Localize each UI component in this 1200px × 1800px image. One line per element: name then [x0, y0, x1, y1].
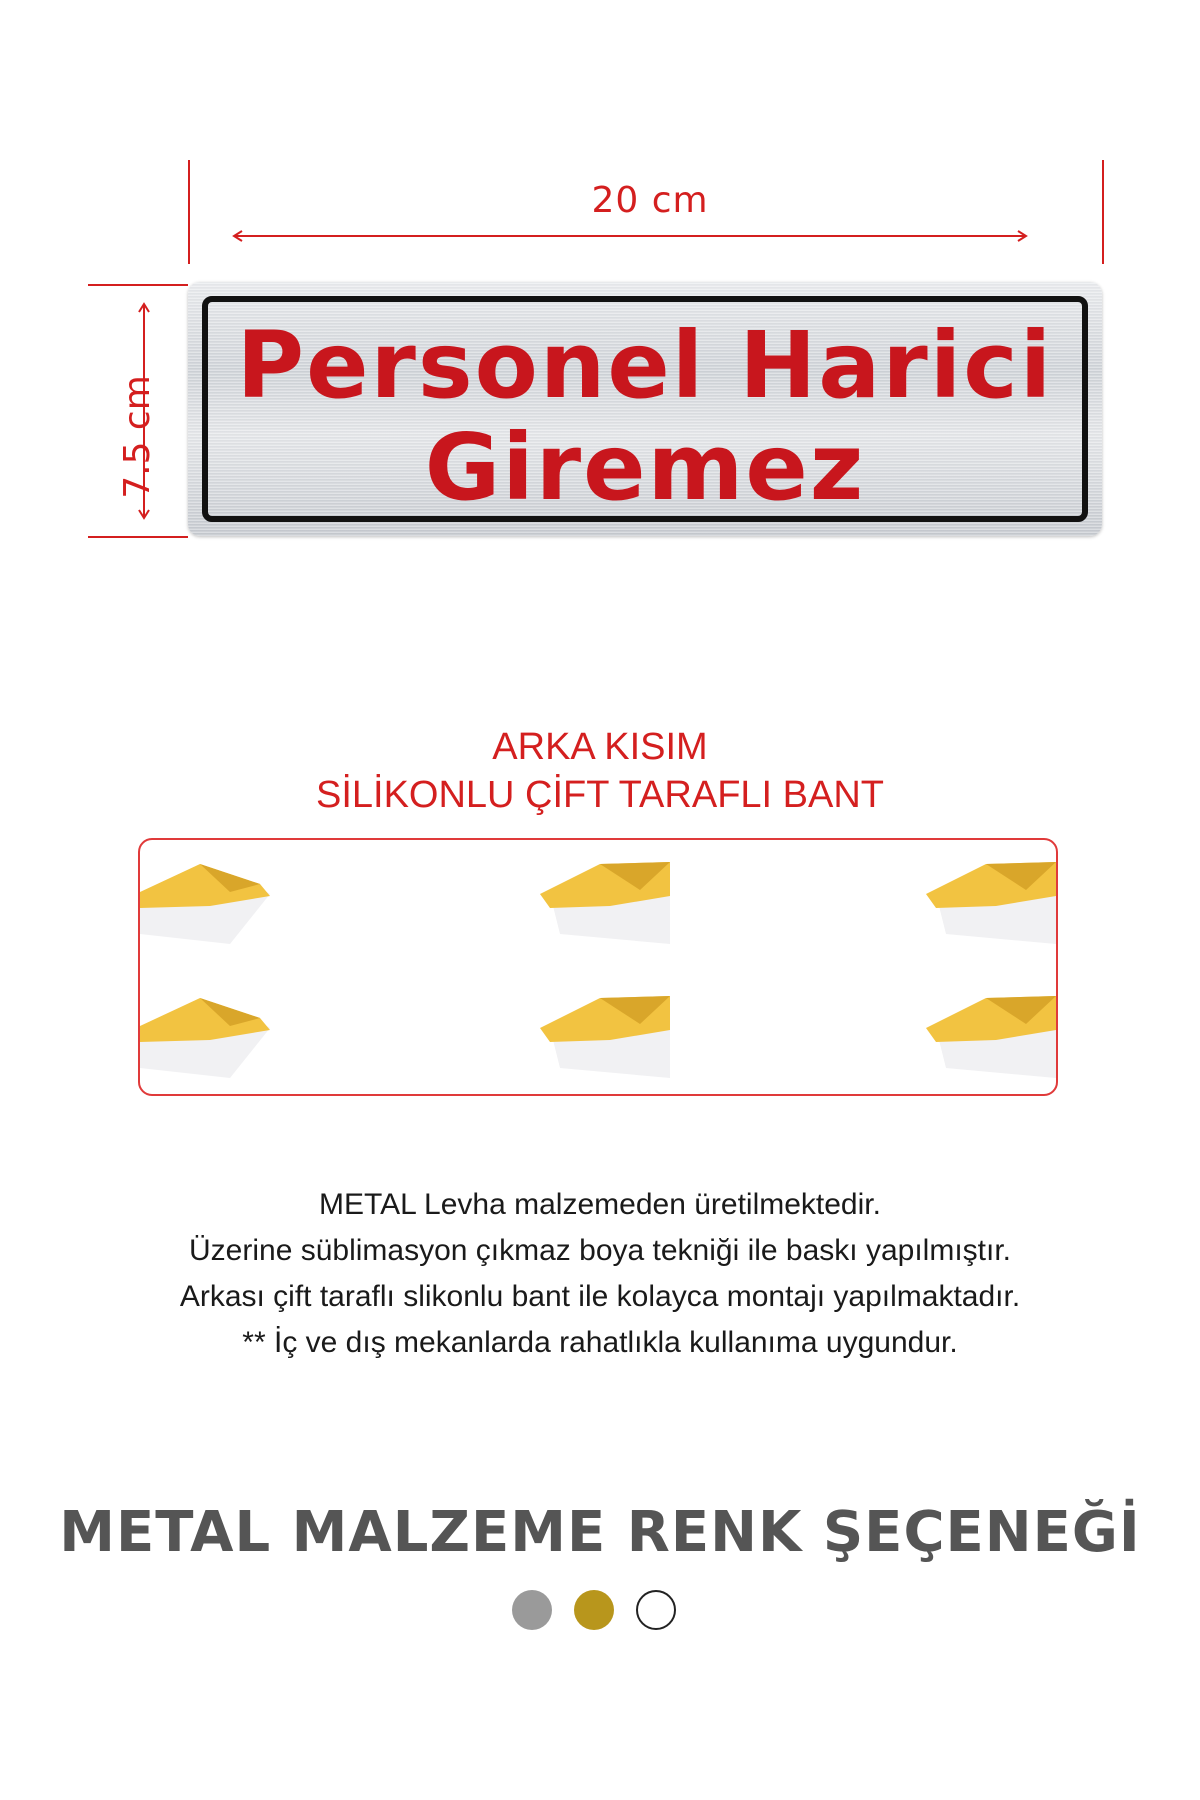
- width-dimension-label: 20 cm: [591, 180, 709, 221]
- color-options-title: METAL MALZEME RENK ŞEÇENEĞİ: [59, 1500, 1141, 1565]
- adhesive-tape-icon: [140, 988, 270, 1088]
- back-section-title: ARKA KISIM: [492, 726, 708, 768]
- dimension-guide-bottom: [88, 536, 188, 538]
- description-line: METAL Levha malzemeden üretilmektedir.: [319, 1188, 881, 1221]
- color-swatch-white[interactable]: [636, 1590, 676, 1630]
- dimension-guide-right: [1102, 160, 1104, 264]
- adhesive-tape-icon: [540, 854, 670, 954]
- width-dimension-arrow: [230, 228, 1030, 244]
- sign-text-line2: Giremez: [424, 414, 866, 521]
- dimension-guide-top: [88, 284, 188, 286]
- sign-text-line1: Personel Harici: [236, 312, 1054, 419]
- metal-sign-plate: [188, 282, 1102, 536]
- back-section-subtitle: SİLİKONLU ÇİFT TARAFLI BANT: [315, 774, 884, 816]
- height-dimension-label: 7.5 cm: [117, 375, 158, 499]
- description-line: Üzerine süblimasyon çıkmaz boya tekniği ile baskı yapılmıştır.: [189, 1234, 1011, 1267]
- adhesive-tape-icon: [926, 854, 1056, 954]
- dimension-guide-left: [188, 160, 190, 264]
- description-line: ** İç ve dış mekanlarda rahatlıkla kullanıma uygundur.: [242, 1326, 958, 1359]
- adhesive-tape-icon: [140, 854, 270, 954]
- color-swatch-silver[interactable]: [512, 1590, 552, 1630]
- description-line: Arkası çift taraflı slikonlu bant ile kolayca montajı yapılmaktadır.: [179, 1280, 1021, 1313]
- back-tape-panel: [138, 838, 1058, 1096]
- adhesive-tape-icon: [926, 988, 1056, 1088]
- adhesive-tape-icon: [540, 988, 670, 1088]
- color-swatch-gold[interactable]: [574, 1590, 614, 1630]
